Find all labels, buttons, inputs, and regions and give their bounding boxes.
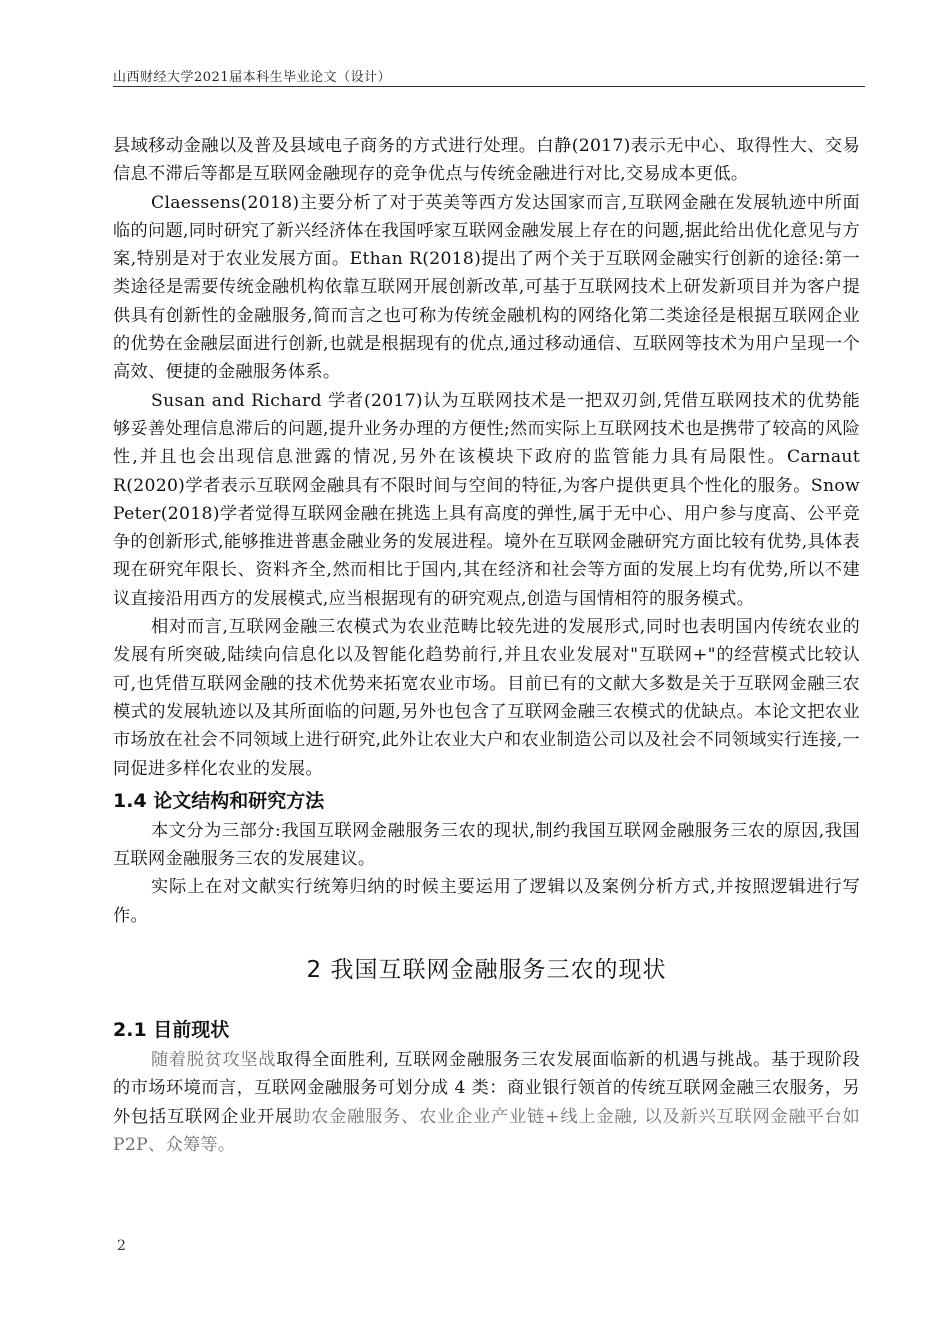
paragraph-current-status <box>113 1046 860 1159</box>
section-heading-2-1: 2.1 目前现状 <box>113 1019 230 1042</box>
header-divider <box>113 86 865 87</box>
paragraph-summary: 相对而言,互联网金融三农模式为农业范畴比较先进的发展形式,同时也表明国内传统农业的发展有所突破,陆续向信息化以及智能化趋势前行,并且农业发展对"互联网+"的经营模式比较认可,也凭借互联网金融的技术优势来拓宽农业市场。目前已有的文献大多数是关于互联网金融三农模式的发展轨迹以及其所面临的问题,另外也包含了互联网金融三农模式的优缺点。本论文把农业市场放在社会不同领域上进行研究,此外让农业大户和农业制造公司以及社会不同领域实行连接,一同促进多样化农业的发展。 <box>113 617 860 779</box>
page-body <box>113 132 860 1159</box>
grey-text-run: 随着脱贫攻坚战 <box>151 1050 277 1071</box>
paragraph-structure: 本文分为三部分:我国互联网金融服务三农的现状,制约我国互联网金融服务三农的原因,我国互联网金融服务三农的发展建议。 <box>113 820 860 870</box>
paragraph-susan-richard: Susan and Richard 学者(2017)认为互联网技术是一把双刃剑,凭借互联网技术的优势能够妥善处理信息滞后的问题,提升业务办理的方便性;然而实际上互联网技术也是携带了较高的风险性,并且也会出现信息泄露的情况,另外在该模块下政府的监管能力具有局限性。Carnaut R(2020)学者表示互联网金融具有不限时间与空间的特征,为客户提供更具个性化的服务。Snow Peter(2018)学者觉得互联网金融在挑选上具有高度的弹性,属于无中心、用户参与度高、公平竞争的创新形式,能够推进普惠金融业务的发展进程。境外在互联网金融研究方面比较有优势,具体表现在研究年限长、资料齐全,然而相比于国内,其在经济和社会等方面的发展上均有优势,所以不建议直接沿用西方的发展模式,应当根据现有的研究观点,创造与国情相符的服务模式。 <box>113 390 860 609</box>
paragraph-method: 实际上在对文献实行统筹归纳的时候主要运用了逻辑以及案例分析方式,并按照逻辑进行写作。 <box>113 877 860 926</box>
text-run: 取得全面胜利, 互联网金融服务三农发展面临新的机遇与挑战。基于现阶段的市场环境而言，互联网金融服务可划分成 4 类：商业银行领首的传统互联网金融三农服务，另外包括互联网企业开展 <box>113 1050 860 1127</box>
section-heading-1-4: 1.4 论文结构和研究方法 <box>113 789 325 812</box>
page-number: 2 <box>117 1238 126 1254</box>
grey-text-run: 助农金融服务、农业企业产业链+线上金融, 以及新兴互联网金融平台如 P2P、众筹等。 <box>113 1106 860 1155</box>
chapter-heading-2: 2 我国互联网金融服务三农的现状 <box>306 957 667 984</box>
paragraph-claessens: Claessens(2018)主要分析了对于英美等西方发达国家而言,互联网金融在发展轨迹中所面临的问题,同时研究了新兴经济体在我国呼家互联网金融发展上存在的问题,据此给出优化意见与方案,特别是对于农业发展方面。Ethan R(2018)提出了两个关于互联网金融实行创新的途径:第一类途径是需要传统金融机构依靠互联网开展创新改革,可基于互联网技术上研发新项目并为客户提供具有创新性的金融服务,简而言之也可称为传统金融机构的网络化第二类途径是根据互联网企业的优势在金融层面进行创新,也就是根据现有的优点,通过移动通信、互联网等技术为用户呈现一个高效、便捷的金融服务体系。 <box>113 192 860 383</box>
running-header: 山西财经大学2021届本科生毕业论文（设计） <box>113 70 392 85</box>
paragraph-continuation: 县域移动金融以及普及县域电子商务的方式进行处理。白静(2017)表示无中心、取得性大、交易信息不滞后等都是互联网金融现存的竞争优点与传统金融进行对比,交易成本更低。 <box>113 136 860 185</box>
